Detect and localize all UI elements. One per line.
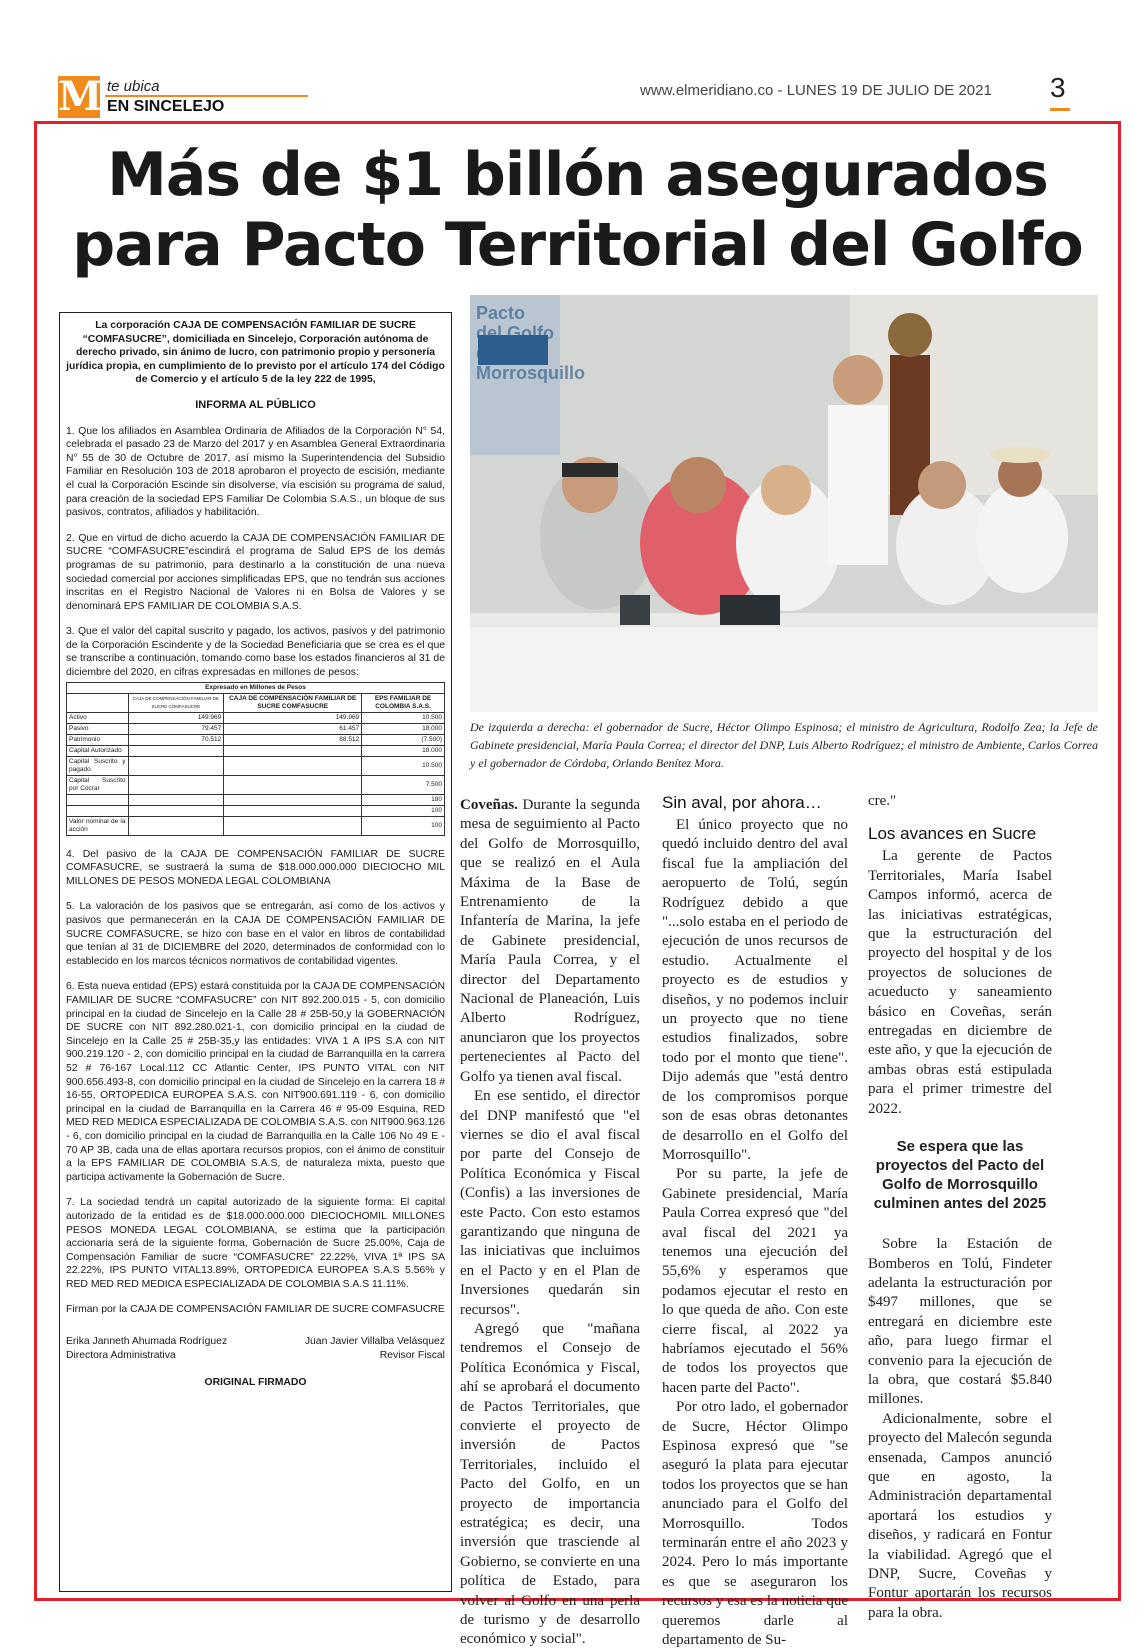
table-cell: 100 xyxy=(362,816,445,835)
article-dateline: Coveñas. xyxy=(460,797,518,813)
table-cell: 149.969 xyxy=(224,712,362,723)
table-cell: 61.457 xyxy=(224,723,362,734)
article-column-1 xyxy=(460,796,640,1650)
table-cell xyxy=(224,805,362,816)
article-paragraph: Adicionalmente, sobre el proyecto del Malecón segunda ensenada, Campos anunció que en agosto, la Administración departamental aportará los estudios y diseños, y radicará en Fontur la viabilidad. Agregó que el DNP, Sucre, Coveñas y Fontur aportarán los recursos para la obra. xyxy=(868,1410,1052,1621)
page-number-rule xyxy=(1050,108,1070,111)
table-cell: Pasivo xyxy=(67,723,129,734)
table-row xyxy=(67,805,445,816)
article-paragraph: Durante la segunda mesa de seguimiento al Pacto del Golfo de Morrosquillo, que se realizó en el Aula Máxima de la Base de Entrenamiento de la Infantería de Marina, la jefe de Gabinete presidencial, María Paula Correa, y el director del Departamento Nacional de Planeación, Luis Alberto Rodríguez, anunciaron que los proyectos pertenecientes al Pacto del Golfo ya tienen aval fiscal. xyxy=(460,797,640,1085)
signer-name: Erika Janneth Ahumada Rodríguez xyxy=(66,1336,228,1348)
table-row xyxy=(67,745,445,756)
headline-line-1: Más de $1 billón asegurados xyxy=(107,140,1048,210)
subheading: Los avances en Sucre xyxy=(868,824,1037,844)
table-row xyxy=(67,816,445,835)
article-column-3 xyxy=(868,792,1052,1623)
table-cell xyxy=(128,805,224,816)
signature-right xyxy=(305,1335,445,1362)
article-column-2 xyxy=(662,792,848,1650)
table-cell: Capital Suscrito y pagado xyxy=(67,756,129,775)
photo-caption: De izquierda a derecha: el gobernador de Sucre, Héctor Olimpo Espinosa; el ministro de Agricultura, Rodolfo Zea; la Jefe de Gabinete presidencial, María Paula Correa; el director del DNP, Luis Alberto Rodríguez; el ministro de Ambiente, Carlos Correa y el gobernador de Córdoba, Orlando Benítez Mora. xyxy=(470,720,1098,770)
table-cell: Valor nominal de la acción xyxy=(67,816,129,835)
table-cell: 88.512 xyxy=(224,734,362,745)
headline-line-2: para Pacto Territorial del Golfo xyxy=(72,210,1083,280)
table-cell: 7.500 xyxy=(362,775,445,794)
table-cell xyxy=(224,816,362,835)
page-number: 3 xyxy=(1050,72,1066,103)
table-cell xyxy=(67,805,129,816)
dateline: www.elmeridiano.co - LUNES 19 DE JULIO DE 2021 xyxy=(640,82,992,99)
article-paragraph: cre." xyxy=(868,793,897,809)
article-paragraph: Sobre la Estación de Bomberos en Tolú, Findeter adelanta la estructuración por $497 millones, que se entregará en diciembre este año, para luego firmar el convenio para la ejecución de la obra, que costará $5.840 millones. xyxy=(868,1236,1052,1408)
financial-table xyxy=(66,682,445,836)
signer-role: Revisor Fiscal xyxy=(379,1349,445,1361)
notice-item-7: 7. La sociedad tendrá un capital autorizado de la siguiente forma: El capital autorizado de la entidad es de $18.000.000.000 DIECIOCHOMIL MILLONES PESOS MONEDA LEGAL COLOMBIANA, se estima que la participación accionaria será de la siguiente forma, Gobernación de Sucre 25.00%, Caja de Compensación Familiar de sucre “COMFASUCRE” 22.22%, VIVA 1ª IPS SA 22.22%, IPS PUNTO VITAL13.89%, ORTOPEDICA EUROPEA S.A.S 5.56% y RED MED RED MEDICA ESPECIALIZADA DE COLOMBIA S.A.S 11.11%. xyxy=(66,1197,445,1290)
original-firmado: ORIGINAL FIRMADO xyxy=(204,1377,307,1389)
notice-item-1: 1. Que los afiliados en Asamblea Ordinaria de Afiliados de la Corporación N° 54, celebrada el pasado 23 de Marzo del 2017 y en Asamblea General Extraordinaria N° 55 de 30 de Octubre de 2017, así mismo la Superintendencia del Subsidio Familiar en Resolución 103 de 2018 aprobaron el proyecto de escisión, mediante el cual la Corporación Escinde sin disolverse, vía escisión su programa de salud, para creación de la sociedad EPS Familiar De Colombia S.A.S., un bloque de sus pasivos, contratos, afiliados y habilitación. xyxy=(66,425,445,519)
table-cell xyxy=(128,756,224,775)
notice-informa: INFORMA AL PÚBLICO xyxy=(195,398,316,411)
newspaper-logo: M xyxy=(58,73,103,120)
table-header-c: EPS FAMILIAR DE COLOMBIA S.A.S. xyxy=(362,693,445,712)
article-paragraph: Por otro lado, el gobernador de Sucre, Héctor Olimpo Espinosa expresó que "se aseguró la plata para ejecutar todos los proyectos que se han anunciado para el Golfo del Morrosquillo. Todos terminarán entre el año 2023 y 2024. Pero lo más importante es que se aseguraron los recursos y esa es la noticia que queremos darle al departamento de Su- xyxy=(662,1399,848,1649)
legal-notice xyxy=(59,312,452,1592)
subheading: Sin aval, por ahora… xyxy=(662,793,822,812)
signature-left xyxy=(66,1335,227,1362)
table-cell xyxy=(224,745,362,756)
section-kicker: te ubica xyxy=(107,78,160,95)
headline xyxy=(40,140,1115,280)
table-cell: Capital Suscrito por Cocrar xyxy=(67,775,129,794)
photo-banner: Pacto del Golfo de Morrosquillo xyxy=(476,303,585,383)
table-header-empty xyxy=(67,693,129,712)
notice-firman: Firman por la CAJA DE COMPENSACIÓN FAMILIAR DE SUCRE COMFASUCRE xyxy=(66,1304,445,1316)
signer-role: Directora Administrativa xyxy=(66,1349,176,1361)
article-paragraph: Agregó que "mañana tendremos el Consejo de Política Económica y Fiscal, ahí se aprobará el documento de Pactos Territoriales, que convierte el proyecto de inversión de Pactos Territoriales, incluido el Pacto del Golfo, en un proyecto de importancia estratégica; es decir, una inversión que trasciende al Gobierno, se convierte en una política de Estado, para volver al Golfo en una perla de turismo y de desarrollo económico y social". xyxy=(460,1320,640,1648)
table-cell: 100 xyxy=(362,805,445,816)
table-cell: 149.969 xyxy=(128,712,224,723)
table-row xyxy=(67,712,445,723)
article-paragraph: Por su parte, la jefe de Gabinete presidencial, María Paula Correa expresó que "del aval fiscal del 2021 ya tenemos una ejecución del 55,6% y esperamos que podamos ejecutar el resto en lo que queda de año. Con este cierre fiscal, al 2022 ya habríamos ejecutado el 56% de todos los proyectos que hacen parte del Pacto". xyxy=(662,1166,848,1396)
table-cell: Capital Autorizado xyxy=(67,745,129,756)
table-cell: 79.457 xyxy=(128,723,224,734)
article-paragraph: La gerente de Pactos Territoriales, María Isabel Campos informó, acerca de las iniciativas estratégicas, que la estructuración del proyecto del hospital y de los proyectos de soluciones de acueducto y saneamiento básico en Coveñas, serán entregadas en diciembre de este año, y que la ejecución de ambas obras está estipulada para el primer trimestre del 2022. xyxy=(868,848,1052,1117)
table-cell: (7.500) xyxy=(362,734,445,745)
table-caption: Expresado en Millones de Pesos xyxy=(67,682,445,693)
table-cell: 18.000 xyxy=(362,723,445,734)
table-cell: Patrimonio xyxy=(67,734,129,745)
table-cell: Activo xyxy=(67,712,129,723)
table-cell xyxy=(224,756,362,775)
table-row xyxy=(67,734,445,745)
table-cell: 70.512 xyxy=(128,734,224,745)
table-row xyxy=(67,756,445,775)
pull-quote: Se espera que las proyectos del Pacto del Golfo de Morrosquillo culminen antes del 2025 xyxy=(873,1138,1047,1213)
article-paragraph: El único proyecto que no quedó incluido dentro del aval fiscal fue la ampliación del aeropuerto de Tolú, según Rodríguez debido a que "...solo estaba en el periodo de ejecución de unos recursos de estudio. Actualmente el proyecto es de estudios y diseños, y no podemos incluir un proyecto que no tiene estudios finalizados, sobre todo por el monto que tiene". Dijo además que "está dentro de los compromisos porque son de esas obras detonantes de desarrollo en el Golfo del Morrosquillo". xyxy=(662,817,848,1163)
notice-intro: La corporación CAJA DE COMPENSACIÓN FAMILIAR DE SUCRE “COMFASUCRE”, domiciliada en Sincelejo, Corporación autónoma de derecho privado, sin ánimo de lucro, con patrimonio propio y personería jurídica propia, en cumplimiento de lo previsto por el artículo 174 del Código de Comercio y el artículo 5 de la ley 222 de 1995, xyxy=(66,320,445,386)
table-cell xyxy=(128,816,224,835)
notice-item-4: 4. Del pasivo de la CAJA DE COMPENSACIÓN FAMILIAR DE SUCRE COMFASUCRE, se sustraerá la suma de $18.000.000.000 DIECIOCHO MIL MILLONES DE PESOS MONEDA LEGAL COLOMBIANA xyxy=(66,848,445,887)
table-cell xyxy=(128,745,224,756)
signatures xyxy=(66,1335,445,1362)
table-cell xyxy=(128,775,224,794)
table-cell xyxy=(224,794,362,805)
section-title: EN SINCELEJO xyxy=(107,98,225,115)
meeting-photo-illustration xyxy=(470,295,1098,712)
table-row xyxy=(67,723,445,734)
table-row xyxy=(67,775,445,794)
signer-name: Juan Javier Villalba Velásquez xyxy=(304,1336,445,1348)
notice-item-2: 2. Que en virtud de dicho acuerdo la CAJA DE COMPENSACIÓN FAMILIAR DE SUCRE “COMFASUCRE”escindirá el programa de Salud EPS de los demás programas de su patrimonio, para destinarlo a la constitución de una nueva sociedad comercial por acciones simplificadas EPS, que no tendrán sus acciones inscritas en el Registro Nacional de Valores ni en Bolsa de Valores y se denominará EPS FAMILIAR DE COLOMBIA S.A.S. xyxy=(66,532,445,612)
table-cell: 18.000 xyxy=(362,745,445,756)
table-cell xyxy=(128,794,224,805)
article-photo xyxy=(470,295,1098,712)
notice-item-5: 5. La valoración de los pasivos que se entregarán, así como de los activos y pasivos que permanecerán en la CAJA DE COMPENSACIÓN FAMILIAR DE SUCRE COMFASUCRE, se hizo con base en el valor en libros de contabilidad que tenían al 31 de DICIEMBRE del 2020, determinados de conformidad con lo establecido en los marcos técnicos normativos de contabilidad vigentes. xyxy=(66,901,445,967)
table-cell: 180 xyxy=(362,794,445,805)
table-cell xyxy=(67,794,129,805)
table-row xyxy=(67,794,445,805)
article-paragraph: En ese sentido, el director del DNP manifestó que "el viernes se dio el aval fiscal por parte del Consejo de Política Económica y Fiscal (Confis) a las inversiones de este Pacto. Con esto estamos garantizando que ninguna de las iniciativas que incluimos en el Pacto y en el Plan de Inversiones quedarán sin recursos". xyxy=(460,1088,640,1318)
notice-item-3: 3. Que el valor del capital suscrito y pagado, los activos, pasivos y del patrimonio de la Corporación Escindente y de la Sociedad Beneficiaria que se crea es el que se transcribe a continuación, tomando como base los estados financieros al 31 de diciembre del 2020, en cifras expresadas en millones de pesos: xyxy=(66,626,445,679)
table-header-b: CAJA DE COMPENSACIÓN FAMILIAR DE SUCRE COMFASUCRE xyxy=(224,693,362,712)
notice-item-6: 6. Esta nueva entidad (EPS) estará constituida por la CAJA DE COMPENSACIÓN FAMILIAR DE SUCRE “COMFASUCRE” con NIT 892.200.015 - 5, con domicilio principal en la ciudad de Sincelejo en la Calle 28 # 25B-50,y la GOBERNACIÓN DE SUCRE con NIT 892.280.021-1, con domicilio principal en la ciudad de Sincelejo en la Calle 25 # 25B-35,y las entidades: VIVA 1 A IPS S.A con NIT 900.219.120 - 2, con domicilio principal en la ciudad de Barranquilla en la carrera 52 # 76-167 Local.112 CC Atlantic Center, IPS PUNTO VITAL con NIT 900.656.493-8, con domicilio principal en la ciudad de Sincelejo en la carrera 18 # 16-55, ORTOPEDICA EUROPEA S.A.S. con NIT900.691.119 - 6, con domicilio principal en la ciudad de Barranquilla en la Carrera 46 # 95-09 Esquina, RED MED RED MEDICA ESPECIALIZADA DE COLOMBIA S.A.S. con NIT900.963.126 - 6, con domicilio principal en la ciudad de Barranquilla en la Calle 106 No 49 E - 70 AP 3B, cada una de ellas aportara recursos propios, con el ánimo de constituir a la EPS FAMILIAR DE COLOMBIA S.A.S, de naturaleza mixta, puesto que participa activamente la Gobernación de Sucre. xyxy=(66,981,445,1183)
table-cell: 10.500 xyxy=(362,712,445,723)
table-cell: 10.500 xyxy=(362,756,445,775)
table-cell xyxy=(224,775,362,794)
header-rule xyxy=(105,95,308,97)
table-header-a: CAJA DE COMPENSACIÓN FAMILIAR DE SUCRE COMFASUCRE xyxy=(128,693,224,712)
